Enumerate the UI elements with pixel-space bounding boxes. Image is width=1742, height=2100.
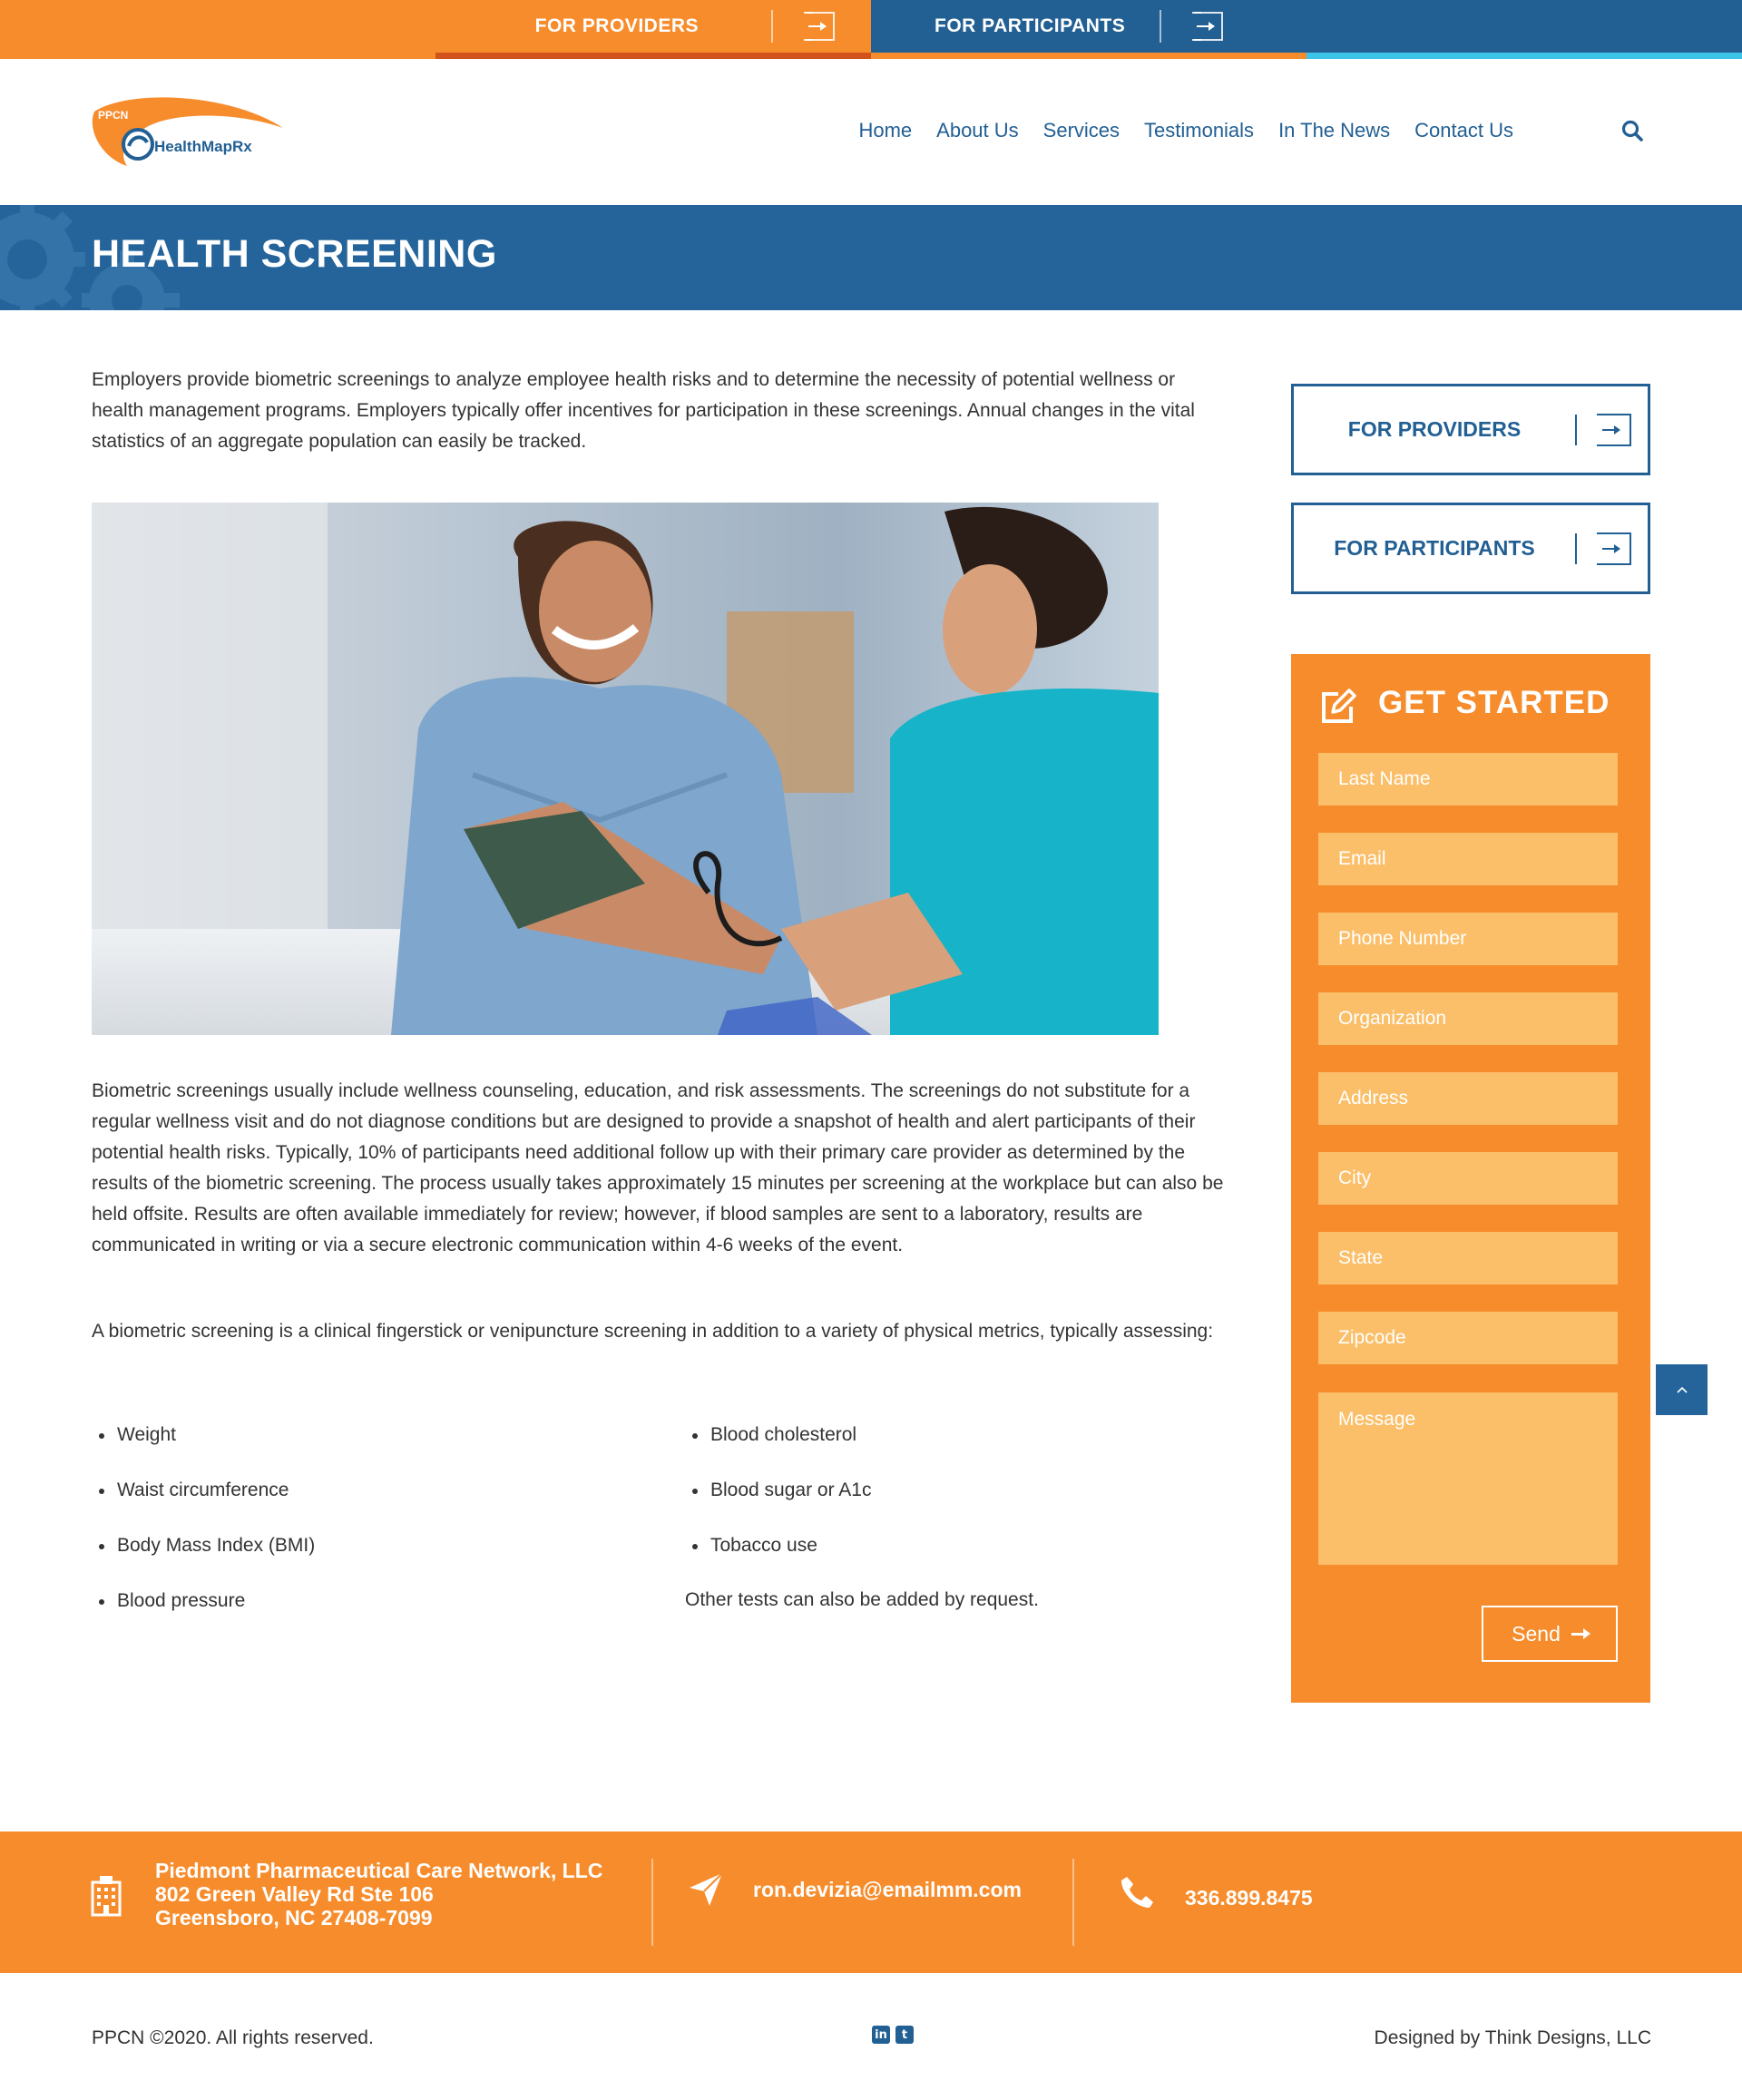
arrow-right-icon	[806, 12, 835, 41]
color-stripe	[0, 53, 1742, 59]
intro-paragraph: Employers provide biometric screenings to analyze employee health risks and to determine the necessity of potential wellness or health management programs. Employers typically offer incentives for participation in these screenings. Annual changes in the vital statistics of an aggregate population can easily be tracked.	[92, 369, 1195, 452]
nav-contact-us[interactable]: Contact Us	[1414, 119, 1513, 142]
city-field[interactable]	[1318, 1152, 1618, 1205]
organization-field[interactable]	[1318, 992, 1618, 1045]
button-divider	[1575, 415, 1577, 445]
arrow-right-icon	[1194, 12, 1223, 41]
nav-about-us[interactable]: About Us	[936, 119, 1019, 142]
footer-email-link[interactable]: ron.devizia@emailmm.com	[753, 1878, 1022, 1901]
scroll-to-top-button[interactable]	[1656, 1364, 1708, 1415]
zipcode-field[interactable]	[1318, 1312, 1618, 1364]
button-divider	[1575, 533, 1577, 564]
for-participants-top-label: FOR PARTICIPANTS	[935, 15, 1126, 36]
bottom-bar	[0, 1973, 1742, 2100]
for-providers-top-label: FOR PROVIDERS	[534, 15, 699, 36]
logo-small-text: PPCN	[98, 109, 129, 122]
details-paragraph: Biometric screenings usually include wellness counseling, education, and risk assessments. The screenings do not substitute for a regular wellness visit and do not diagnose conditions but are designed to provide a snapshot of health and alert participants of their potential health risks. Typically, 10% of participants need additional follow up with their primary care provider as determined by the results of the biometric screening. The process usually takes approximately 15 minutes per screening at the workplace but can also be held offsite. Results are often available immediately for review; however, if blood samples are sent to a laboratory, results are communicated in writing or via a secure electronic communication within 4-6 weeks of the event.	[92, 1080, 1224, 1255]
nav-in-the-news[interactable]: In The News	[1278, 119, 1391, 142]
state-field[interactable]	[1318, 1232, 1618, 1284]
list-item: Tobacco use	[685, 1533, 871, 1588]
send-button[interactable]	[1482, 1606, 1618, 1662]
email-field[interactable]	[1318, 833, 1618, 885]
footer-address-line1: 802 Green Valley Rd Ste 106	[155, 1882, 434, 1906]
footer-divider	[651, 1859, 653, 1946]
page-title: HEALTH SCREENING	[92, 232, 497, 276]
top-divider	[1160, 10, 1161, 43]
metrics-list-right	[685, 1422, 871, 1588]
logo-brand-text: HealthMapRx	[154, 138, 252, 155]
contact-footer	[0, 1831, 1742, 1973]
for-providers-label: FOR PROVIDERS	[1347, 417, 1522, 441]
designer-credit[interactable]: Designed by Think Designs, LLC	[1374, 2027, 1651, 2048]
social-links	[872, 2026, 914, 2044]
list-item: Blood cholesterol	[685, 1422, 871, 1478]
nav-services[interactable]: Services	[1042, 119, 1121, 142]
phone-field[interactable]	[1318, 913, 1618, 965]
twitter-icon[interactable]: t	[895, 2026, 914, 2044]
page-banner	[0, 205, 1742, 310]
site-header	[0, 59, 1742, 205]
other-tests-note: Other tests can also be added by request.	[685, 1589, 1039, 1610]
assessing-paragraph: A biometric screening is a clinical fingerstick or venipuncture screening in addition to a variety of physical metrics, typically assessing:	[92, 1321, 1214, 1342]
list-item: Blood sugar or A1c	[685, 1478, 871, 1533]
top-divider	[771, 10, 773, 43]
arrow-right-icon	[1599, 532, 1631, 565]
for-providers-button[interactable]	[1291, 384, 1650, 475]
form-title: GET STARTED	[1378, 685, 1610, 720]
health-screening-photo	[92, 503, 1159, 1035]
footer-phone-link[interactable]: 336.899.8475	[1185, 1886, 1313, 1910]
footer-company: Piedmont Pharmaceutical Care Network, LLC	[155, 1859, 603, 1882]
arrow-right-icon	[1599, 414, 1631, 446]
nav-testimonials[interactable]: Testimonials	[1144, 119, 1255, 142]
logo-graphic	[91, 92, 290, 173]
footer-divider	[1072, 1859, 1074, 1946]
metrics-list-left	[92, 1422, 315, 1644]
edit-icon	[1318, 687, 1358, 727]
nav-home[interactable]: Home	[858, 119, 913, 142]
phone-icon	[1120, 1875, 1154, 1910]
building-icon	[90, 1875, 122, 1917]
footer-address-line2: Greensboro, NC 27408-7099	[155, 1906, 433, 1929]
address-field[interactable]	[1318, 1072, 1618, 1125]
get-started-form	[1291, 654, 1650, 1703]
for-providers-top-link[interactable]	[0, 0, 871, 53]
linkedin-icon[interactable]: in	[872, 2026, 890, 2044]
list-item: Waist circumference	[92, 1478, 315, 1533]
paper-plane-icon	[688, 1871, 724, 1908]
chevron-up-icon	[1676, 1385, 1688, 1394]
last-name-field[interactable]	[1318, 753, 1618, 806]
list-item: Body Mass Index (BMI)	[92, 1533, 315, 1588]
for-participants-label: FOR PARTICIPANTS	[1334, 536, 1535, 560]
site-logo[interactable]	[91, 92, 290, 173]
list-item: Blood pressure	[92, 1588, 315, 1644]
copyright-text: PPCN ©2020. All rights reserved.	[92, 2027, 374, 2048]
for-participants-button[interactable]	[1291, 503, 1650, 594]
top-bar	[0, 0, 1742, 53]
send-label: Send	[1512, 1621, 1561, 1646]
arrow-right-icon	[1571, 1633, 1588, 1636]
search-icon[interactable]	[1620, 119, 1646, 144]
main-nav	[834, 119, 1513, 142]
message-field[interactable]	[1318, 1392, 1618, 1565]
for-participants-top-link[interactable]	[871, 0, 1742, 53]
list-item: Weight	[92, 1422, 315, 1478]
